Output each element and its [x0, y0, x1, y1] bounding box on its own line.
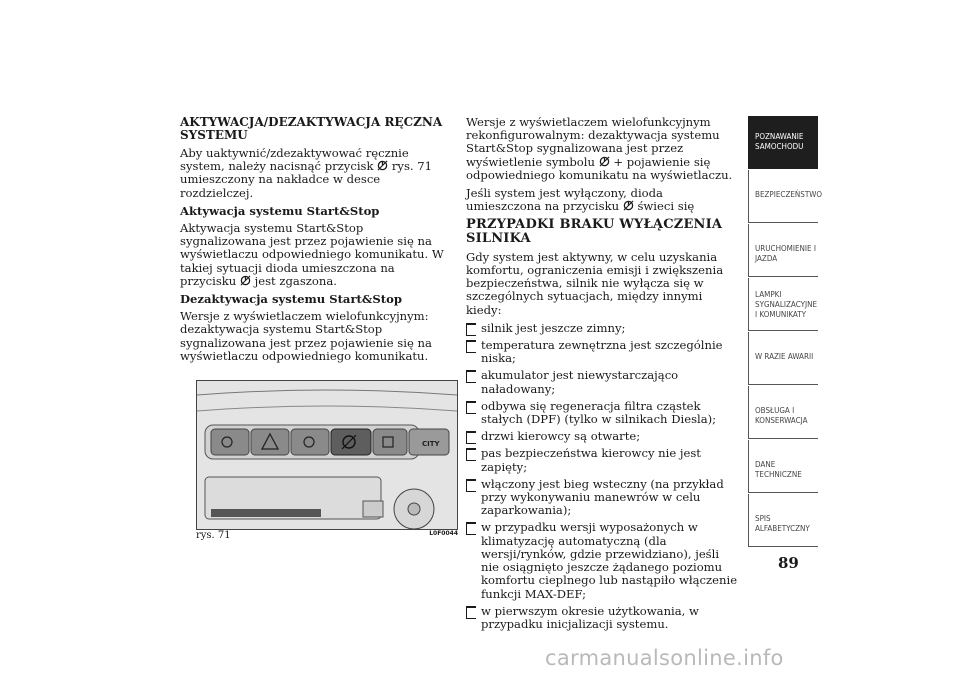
tab-obsluga-konserwacja[interactable]: OBSŁUGA I KONSERWACJA — [748, 386, 818, 439]
left-column — [180, 116, 452, 368]
checkbox-bullet-icon — [466, 448, 476, 461]
list-item: temperatura zewnętrzna jest szczególnie niska; — [466, 339, 740, 365]
checkbox-bullet-icon — [466, 323, 476, 336]
list-item: odbywa się regeneracja filtra cząstek stałych (DPF) (tylko w silnikach Diesla); — [466, 400, 740, 426]
checkbox-bullet-icon — [466, 340, 476, 353]
start-stop-icon — [623, 200, 634, 211]
list-item: silnik jest jeszcze zimny; — [466, 322, 740, 335]
tab-lampki-sygnalizacyjne[interactable]: LAMPKI SYGNALIZACYJNE I KOMUNIKATY — [748, 278, 818, 331]
figure-caption-row — [196, 530, 458, 541]
section-heading-manual: AKTYWACJA/DEZAKTYWACJA RĘCZNA SYSTEMU — [180, 115, 443, 142]
right-column — [466, 116, 740, 635]
dashboard-illustration — [197, 381, 457, 529]
list-item: włączony jest bieg wsteczny (na przykład przy wykonywaniu manewrów w celu zaparkowania); — [466, 478, 740, 518]
start-stop-icon — [240, 275, 251, 286]
paragraph: Aby uaktywnić/zdezaktywować ręcznie system, należy nacisnąć przycisk rys. 71 umieszczony na nakładce w desce rozdzielczej. — [180, 146, 433, 200]
city-label: CITY — [422, 440, 440, 448]
tab-bezpieczenstwo[interactable]: BEZPIECZEŃSTWO — [748, 170, 818, 223]
subheading-deactivation: Dezaktywacja systemu Start&Stop — [180, 292, 402, 307]
tab-w-razie-awarii[interactable]: W RAZIE AWARII — [748, 332, 818, 385]
start-stop-icon — [599, 156, 610, 167]
paragraph: Gdy system jest aktywny, w celu uzyskania komfortu, ograniczenia emisji i zwiększenia bezpieczeństwa, silnik nie wyłącza się w szczególnych sytuacjach, między innymi kiedy: — [466, 249, 724, 317]
tab-dane-techniczne[interactable]: DANE TECHNICZNE — [748, 440, 818, 493]
tab-uruchomienie-jazda[interactable]: URUCHOMIENIE I JAZDA — [748, 224, 818, 277]
list-item: w pierwszym okresie użytkowania, w przypadku inicjalizacji systemu. — [466, 605, 740, 631]
figure-code: L0F0044 — [429, 530, 458, 537]
start-stop-icon — [377, 160, 388, 171]
checkbox-bullet-icon — [466, 370, 476, 383]
tab-spis-alfabetyczny[interactable]: SPIS ALFABETYCZNY — [748, 494, 818, 547]
paragraph: Wersje z wyświetlaczem wielofunkcyjnym: dezaktywacja systemu Start&Stop sygnalizowana jest przez pojawienie się na wyświetlaczu odpowiedniego komunikatu. — [180, 309, 432, 363]
list-item: akumulator jest niewystarczająco naładowany; — [466, 369, 740, 395]
tab-poznawanie-samochodu[interactable]: POZNAWANIE SAMOCHODU — [748, 116, 818, 169]
paragraph: Wersje z wyświetlaczem wielofunkcyjnym rekonfigurowalnym: dezaktywacja systemu Start&Stop sygnalizowana jest przez wyświetlenie symbolu + pojawienie się odpowiedniego komunikatu na wyświetlaczu. — [466, 115, 733, 182]
checkbox-bullet-icon — [466, 606, 476, 619]
checkbox-bullet-icon — [466, 479, 476, 492]
dashboard-figure — [196, 380, 458, 530]
paragraph: Jeśli system jest wyłączony, dioda umieszczona na przycisku świeci się — [466, 186, 695, 214]
paragraph: Aktywacja systemu Start&Stop sygnalizowana jest przez pojawienie się na wyświetlaczu odpowiedniego komunikatu. W takiej sytuacji dioda umieszczona na przycisku jest zgaszona. — [180, 221, 444, 288]
figure-caption: rys. 71 — [196, 530, 231, 541]
condition-list — [466, 322, 740, 631]
checkbox-bullet-icon — [466, 522, 476, 535]
list-item: w przypadku wersji wyposażonych w klimatyzację automatyczną (dla wersji/rynków, gdzie przewidziano), jeśli nie osiągnięto jeszcze żądanego poziomu komfortu cieplnego lub nastąpiło włączenie funkcji MAX-DEF; — [466, 521, 740, 600]
section-heading-cases: PRZYPADKI BRAKU WYŁĄCZENIA SILNIKA — [466, 217, 723, 246]
list-item: drzwi kierowcy są otwarte; — [466, 430, 740, 443]
page-number: 89 — [778, 554, 799, 572]
checkbox-bullet-icon — [466, 401, 476, 414]
chapter-tabs — [748, 116, 823, 548]
list-item: pas bezpieczeństwa kierowcy nie jest zapięty; — [466, 447, 740, 473]
subheading-activation: Aktywacja systemu Start&Stop — [180, 203, 380, 218]
watermark: carmanualsonline.info — [545, 646, 784, 670]
checkbox-bullet-icon — [466, 431, 476, 444]
